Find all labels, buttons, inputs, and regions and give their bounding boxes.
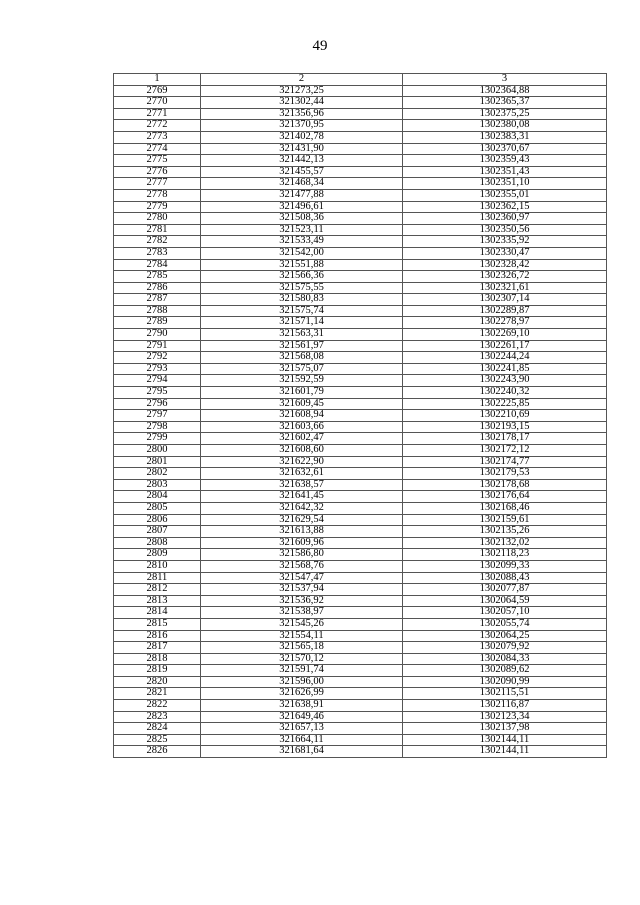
y-coordinate-cell: 1302261,17 <box>403 340 607 352</box>
x-coordinate-cell: 321370,95 <box>201 120 403 132</box>
table-row <box>114 746 607 758</box>
table-row <box>114 143 607 155</box>
x-coordinate-cell: 321542,00 <box>201 247 403 259</box>
y-coordinate-cell: 1302240,32 <box>403 387 607 399</box>
point-number-cell: 2809 <box>114 549 201 561</box>
point-number-cell: 2792 <box>114 352 201 364</box>
x-coordinate-cell: 321302,44 <box>201 97 403 109</box>
point-number-cell: 2787 <box>114 294 201 306</box>
point-number-cell: 2783 <box>114 247 201 259</box>
table-row <box>114 387 607 399</box>
y-coordinate-cell: 1302360,97 <box>403 213 607 225</box>
table-row <box>114 595 607 607</box>
point-number-cell: 2785 <box>114 271 201 283</box>
point-number-cell: 2796 <box>114 398 201 410</box>
x-coordinate-cell: 321442,13 <box>201 155 403 167</box>
y-coordinate-cell: 1302355,01 <box>403 189 607 201</box>
y-coordinate-cell: 1302132,02 <box>403 537 607 549</box>
y-coordinate-cell: 1302326,72 <box>403 271 607 283</box>
point-number-cell: 2799 <box>114 433 201 445</box>
point-number-cell: 2778 <box>114 189 201 201</box>
x-coordinate-cell: 321356,96 <box>201 108 403 120</box>
x-coordinate-cell: 321496,61 <box>201 201 403 213</box>
table-row <box>114 120 607 132</box>
x-coordinate-cell: 321603,66 <box>201 421 403 433</box>
x-coordinate-cell: 321609,96 <box>201 537 403 549</box>
point-number-cell: 2826 <box>114 746 201 758</box>
y-coordinate-cell: 1302210,69 <box>403 410 607 422</box>
point-number-cell: 2805 <box>114 502 201 514</box>
point-number-cell: 2794 <box>114 375 201 387</box>
table-row <box>114 549 607 561</box>
y-coordinate-cell: 1302084,33 <box>403 653 607 665</box>
point-number-cell: 2824 <box>114 723 201 735</box>
x-coordinate-cell: 321632,61 <box>201 468 403 480</box>
coordinates-table <box>113 73 607 758</box>
x-coordinate-cell: 321601,79 <box>201 387 403 399</box>
table-row <box>114 271 607 283</box>
table-body <box>114 85 607 757</box>
table-row <box>114 676 607 688</box>
table-row <box>114 305 607 317</box>
x-coordinate-cell: 321586,80 <box>201 549 403 561</box>
x-coordinate-cell: 321554,11 <box>201 630 403 642</box>
point-number-cell: 2807 <box>114 526 201 538</box>
x-coordinate-cell: 321638,91 <box>201 700 403 712</box>
y-coordinate-cell: 1302055,74 <box>403 618 607 630</box>
x-coordinate-cell: 321642,32 <box>201 502 403 514</box>
x-coordinate-cell: 321602,47 <box>201 433 403 445</box>
y-coordinate-cell: 1302135,26 <box>403 526 607 538</box>
x-coordinate-cell: 321538,97 <box>201 607 403 619</box>
x-coordinate-cell: 321608,94 <box>201 410 403 422</box>
x-coordinate-cell: 321629,54 <box>201 514 403 526</box>
y-coordinate-cell: 1302269,10 <box>403 329 607 341</box>
table-row <box>114 329 607 341</box>
point-number-cell: 2820 <box>114 676 201 688</box>
point-number-cell: 2774 <box>114 143 201 155</box>
x-coordinate-cell: 321575,74 <box>201 305 403 317</box>
point-number-cell: 2786 <box>114 282 201 294</box>
point-number-cell: 2770 <box>114 97 201 109</box>
y-coordinate-cell: 1302174,77 <box>403 456 607 468</box>
table-row <box>114 155 607 167</box>
point-number-cell: 2781 <box>114 224 201 236</box>
y-coordinate-cell: 1302179,53 <box>403 468 607 480</box>
x-coordinate-cell: 321580,83 <box>201 294 403 306</box>
point-number-cell: 2780 <box>114 213 201 225</box>
point-number-cell: 2811 <box>114 572 201 584</box>
table-row <box>114 340 607 352</box>
table-row <box>114 433 607 445</box>
x-coordinate-cell: 321547,47 <box>201 572 403 584</box>
x-coordinate-cell: 321571,14 <box>201 317 403 329</box>
table-row <box>114 236 607 248</box>
table-row <box>114 526 607 538</box>
y-coordinate-cell: 1302289,87 <box>403 305 607 317</box>
y-coordinate-cell: 1302057,10 <box>403 607 607 619</box>
page-number: 49 <box>312 38 328 54</box>
table-row <box>114 317 607 329</box>
y-coordinate-cell: 1302375,25 <box>403 108 607 120</box>
y-coordinate-cell: 1302159,61 <box>403 514 607 526</box>
y-coordinate-cell: 1302278,97 <box>403 317 607 329</box>
table-row <box>114 723 607 735</box>
point-number-cell: 2815 <box>114 618 201 630</box>
table-row <box>114 224 607 236</box>
table-row <box>114 445 607 457</box>
table-row <box>114 491 607 503</box>
y-coordinate-cell: 1302099,33 <box>403 560 607 572</box>
y-coordinate-cell: 1302243,90 <box>403 375 607 387</box>
x-coordinate-cell: 321551,88 <box>201 259 403 271</box>
point-number-cell: 2810 <box>114 560 201 572</box>
y-coordinate-cell: 1302178,17 <box>403 433 607 445</box>
point-number-cell: 2797 <box>114 410 201 422</box>
table-row <box>114 479 607 491</box>
table-row <box>114 618 607 630</box>
table-row <box>114 213 607 225</box>
table-row <box>114 247 607 259</box>
table-row <box>114 85 607 97</box>
y-coordinate-cell: 1302172,12 <box>403 445 607 457</box>
y-coordinate-cell: 1302350,56 <box>403 224 607 236</box>
x-coordinate-cell: 321681,64 <box>201 746 403 758</box>
table-row <box>114 653 607 665</box>
point-number-cell: 2823 <box>114 711 201 723</box>
table-row <box>114 178 607 190</box>
y-coordinate-cell: 1302359,43 <box>403 155 607 167</box>
x-coordinate-cell: 321591,74 <box>201 665 403 677</box>
y-coordinate-cell: 1302090,99 <box>403 676 607 688</box>
table-row <box>114 97 607 109</box>
y-coordinate-cell: 1302383,31 <box>403 131 607 143</box>
y-coordinate-cell: 1302077,87 <box>403 584 607 596</box>
point-number-cell: 2804 <box>114 491 201 503</box>
table-row <box>114 642 607 654</box>
table-row <box>114 700 607 712</box>
x-coordinate-cell: 321622,90 <box>201 456 403 468</box>
x-coordinate-cell: 321533,49 <box>201 236 403 248</box>
x-coordinate-cell: 321664,11 <box>201 734 403 746</box>
x-coordinate-cell: 321455,57 <box>201 166 403 178</box>
y-coordinate-cell: 1302351,43 <box>403 166 607 178</box>
y-coordinate-cell: 1302225,85 <box>403 398 607 410</box>
x-coordinate-cell: 321508,36 <box>201 213 403 225</box>
point-number-cell: 2802 <box>114 468 201 480</box>
point-number-cell: 2812 <box>114 584 201 596</box>
table-row <box>114 665 607 677</box>
point-number-cell: 2798 <box>114 421 201 433</box>
column-header-2: 2 <box>201 74 403 86</box>
point-number-cell: 2775 <box>114 155 201 167</box>
point-number-cell: 2806 <box>114 514 201 526</box>
table-row <box>114 607 607 619</box>
x-coordinate-cell: 321431,90 <box>201 143 403 155</box>
y-coordinate-cell: 1302307,14 <box>403 294 607 306</box>
table-row <box>114 189 607 201</box>
y-coordinate-cell: 1302193,15 <box>403 421 607 433</box>
x-coordinate-cell: 321536,92 <box>201 595 403 607</box>
point-number-cell: 2772 <box>114 120 201 132</box>
x-coordinate-cell: 321609,45 <box>201 398 403 410</box>
table-row <box>114 584 607 596</box>
table-row <box>114 259 607 271</box>
y-coordinate-cell: 1302064,59 <box>403 595 607 607</box>
y-coordinate-cell: 1302178,68 <box>403 479 607 491</box>
point-number-cell: 2822 <box>114 700 201 712</box>
y-coordinate-cell: 1302118,23 <box>403 549 607 561</box>
point-number-cell: 2808 <box>114 537 201 549</box>
point-number-cell: 2791 <box>114 340 201 352</box>
x-coordinate-cell: 321592,59 <box>201 375 403 387</box>
x-coordinate-cell: 321565,18 <box>201 642 403 654</box>
x-coordinate-cell: 321596,00 <box>201 676 403 688</box>
point-number-cell: 2789 <box>114 317 201 329</box>
y-coordinate-cell: 1302137,98 <box>403 723 607 735</box>
table-row <box>114 514 607 526</box>
y-coordinate-cell: 1302168,46 <box>403 502 607 514</box>
table-row <box>114 282 607 294</box>
x-coordinate-cell: 321477,88 <box>201 189 403 201</box>
x-coordinate-cell: 321613,88 <box>201 526 403 538</box>
table-row <box>114 352 607 364</box>
table-row <box>114 572 607 584</box>
x-coordinate-cell: 321608,60 <box>201 445 403 457</box>
table-row <box>114 375 607 387</box>
point-number-cell: 2818 <box>114 653 201 665</box>
y-coordinate-cell: 1302380,08 <box>403 120 607 132</box>
point-number-cell: 2779 <box>114 201 201 213</box>
table-row <box>114 201 607 213</box>
x-coordinate-cell: 321563,31 <box>201 329 403 341</box>
table-row <box>114 398 607 410</box>
point-number-cell: 2801 <box>114 456 201 468</box>
point-number-cell: 2790 <box>114 329 201 341</box>
x-coordinate-cell: 321626,99 <box>201 688 403 700</box>
table-row <box>114 166 607 178</box>
point-number-cell: 2803 <box>114 479 201 491</box>
point-number-cell: 2817 <box>114 642 201 654</box>
point-number-cell: 2788 <box>114 305 201 317</box>
column-header-1: 1 <box>114 74 201 86</box>
table-row <box>114 421 607 433</box>
point-number-cell: 2784 <box>114 259 201 271</box>
x-coordinate-cell: 321641,45 <box>201 491 403 503</box>
x-coordinate-cell: 321545,26 <box>201 618 403 630</box>
y-coordinate-cell: 1302335,92 <box>403 236 607 248</box>
y-coordinate-cell: 1302365,37 <box>403 97 607 109</box>
table-row <box>114 688 607 700</box>
point-number-cell: 2800 <box>114 445 201 457</box>
point-number-cell: 2777 <box>114 178 201 190</box>
x-coordinate-cell: 321638,57 <box>201 479 403 491</box>
y-coordinate-cell: 1302351,10 <box>403 178 607 190</box>
x-coordinate-cell: 321273,25 <box>201 85 403 97</box>
y-coordinate-cell: 1302328,42 <box>403 259 607 271</box>
x-coordinate-cell: 321568,76 <box>201 560 403 572</box>
y-coordinate-cell: 1302241,85 <box>403 363 607 375</box>
table-row <box>114 410 607 422</box>
point-number-cell: 2793 <box>114 363 201 375</box>
y-coordinate-cell: 1302088,43 <box>403 572 607 584</box>
table-row <box>114 363 607 375</box>
table-row <box>114 456 607 468</box>
x-coordinate-cell: 321468,34 <box>201 178 403 190</box>
point-number-cell: 2825 <box>114 734 201 746</box>
x-coordinate-cell: 321523,11 <box>201 224 403 236</box>
table-row <box>114 630 607 642</box>
y-coordinate-cell: 1302362,15 <box>403 201 607 213</box>
y-coordinate-cell: 1302330,47 <box>403 247 607 259</box>
y-coordinate-cell: 1302370,67 <box>403 143 607 155</box>
point-number-cell: 2769 <box>114 85 201 97</box>
x-coordinate-cell: 321402,78 <box>201 131 403 143</box>
point-number-cell: 2819 <box>114 665 201 677</box>
table-row <box>114 560 607 572</box>
point-number-cell: 2795 <box>114 387 201 399</box>
point-number-cell: 2814 <box>114 607 201 619</box>
table-row <box>114 468 607 480</box>
y-coordinate-cell: 1302089,62 <box>403 665 607 677</box>
x-coordinate-cell: 321649,46 <box>201 711 403 723</box>
x-coordinate-cell: 321561,97 <box>201 340 403 352</box>
point-number-cell: 2771 <box>114 108 201 120</box>
x-coordinate-cell: 321570,12 <box>201 653 403 665</box>
x-coordinate-cell: 321537,94 <box>201 584 403 596</box>
y-coordinate-cell: 1302079,92 <box>403 642 607 654</box>
point-number-cell: 2821 <box>114 688 201 700</box>
table-row <box>114 131 607 143</box>
y-coordinate-cell: 1302144,11 <box>403 746 607 758</box>
x-coordinate-cell: 321657,13 <box>201 723 403 735</box>
column-header-3: 3 <box>403 74 607 86</box>
x-coordinate-cell: 321566,36 <box>201 271 403 283</box>
y-coordinate-cell: 1302176,64 <box>403 491 607 503</box>
point-number-cell: 2782 <box>114 236 201 248</box>
point-number-cell: 2773 <box>114 131 201 143</box>
y-coordinate-cell: 1302144,11 <box>403 734 607 746</box>
point-number-cell: 2816 <box>114 630 201 642</box>
x-coordinate-cell: 321575,07 <box>201 363 403 375</box>
table-row <box>114 108 607 120</box>
y-coordinate-cell: 1302123,34 <box>403 711 607 723</box>
table-row <box>114 734 607 746</box>
y-coordinate-cell: 1302116,87 <box>403 700 607 712</box>
point-number-cell: 2776 <box>114 166 201 178</box>
table-row <box>114 711 607 723</box>
table-header-row <box>114 74 607 86</box>
y-coordinate-cell: 1302364,88 <box>403 85 607 97</box>
table-row <box>114 537 607 549</box>
table-row <box>114 294 607 306</box>
y-coordinate-cell: 1302115,51 <box>403 688 607 700</box>
table-row <box>114 502 607 514</box>
point-number-cell: 2813 <box>114 595 201 607</box>
x-coordinate-cell: 321568,08 <box>201 352 403 364</box>
x-coordinate-cell: 321575,55 <box>201 282 403 294</box>
y-coordinate-cell: 1302064,25 <box>403 630 607 642</box>
y-coordinate-cell: 1302321,61 <box>403 282 607 294</box>
y-coordinate-cell: 1302244,24 <box>403 352 607 364</box>
